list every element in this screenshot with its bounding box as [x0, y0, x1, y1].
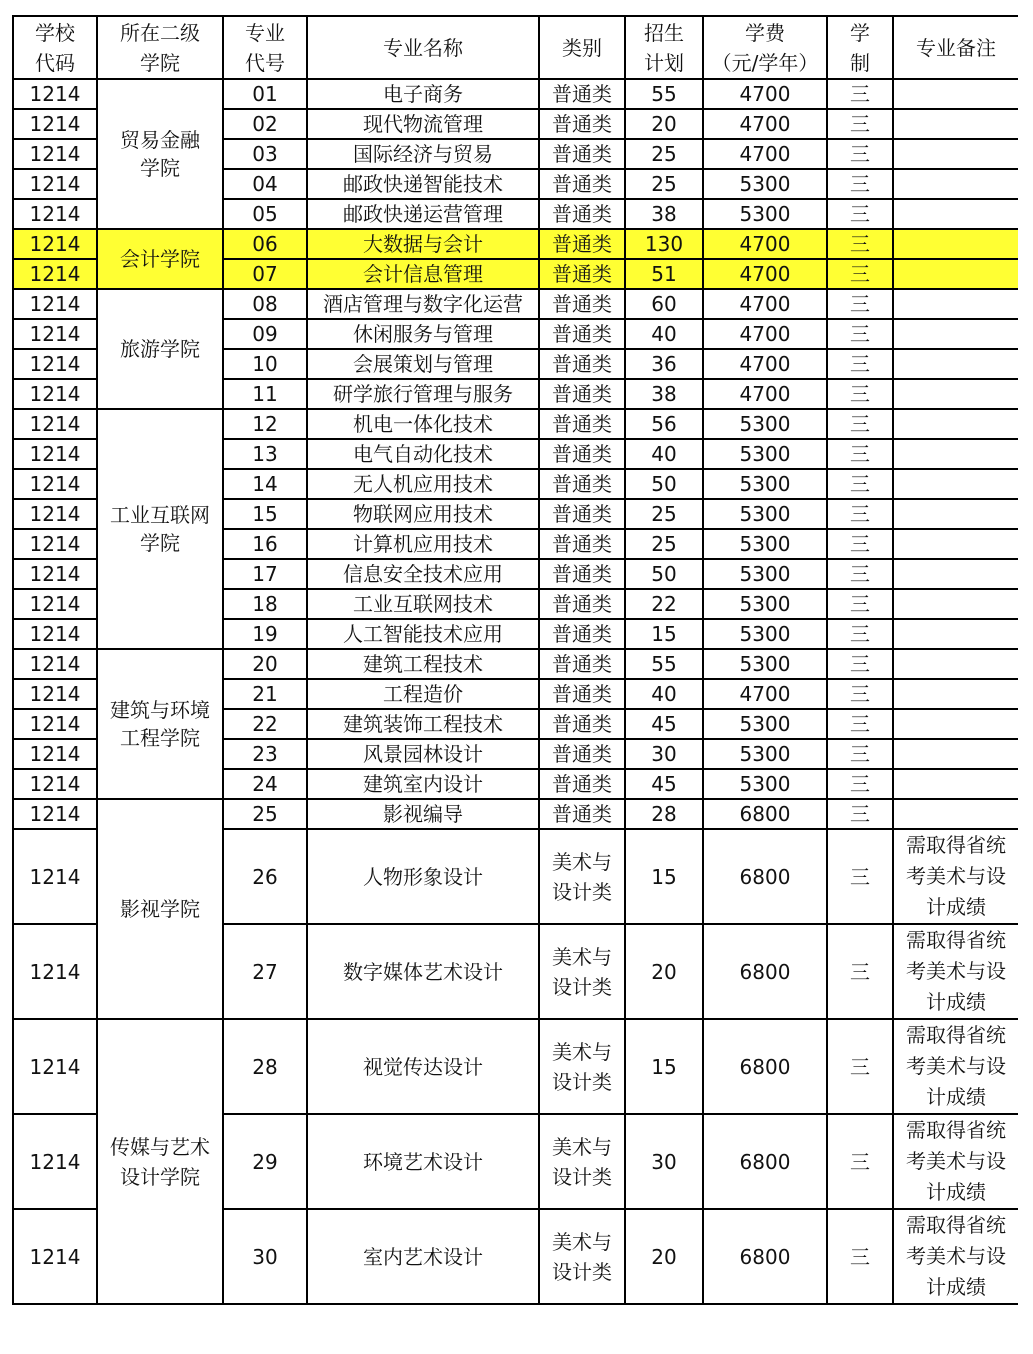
fee-cell: 5300 — [703, 529, 827, 559]
major-code-cell: 29 — [223, 1114, 307, 1209]
remark-cell — [893, 679, 1018, 709]
plan-cell: 20 — [625, 1209, 703, 1304]
major-code-cell: 21 — [223, 679, 307, 709]
plan-cell: 30 — [625, 1114, 703, 1209]
remark-cell: 需取得省统 考美术与设 计成绩 — [893, 1209, 1018, 1304]
major-code-cell: 23 — [223, 739, 307, 769]
major-code-cell: 17 — [223, 559, 307, 589]
school-code-cell: 1214 — [13, 1019, 97, 1114]
school-code-cell: 1214 — [13, 649, 97, 679]
category-cell: 普通类 — [539, 79, 625, 109]
category-cell: 普通类 — [539, 409, 625, 439]
major-name-cell: 物联网应用技术 — [307, 499, 539, 529]
school-code-cell: 1214 — [13, 409, 97, 439]
major-name-cell: 工程造价 — [307, 679, 539, 709]
school-code-cell: 1214 — [13, 709, 97, 739]
header-major-code: 专业 代号 — [223, 16, 307, 79]
school-code-cell: 1214 — [13, 439, 97, 469]
remark-cell — [893, 439, 1018, 469]
major-code-cell: 19 — [223, 619, 307, 649]
remark-cell: 需取得省统 考美术与设 计成绩 — [893, 1114, 1018, 1209]
category-cell: 普通类 — [539, 589, 625, 619]
plan-cell: 25 — [625, 529, 703, 559]
fee-cell: 5300 — [703, 439, 827, 469]
remark-cell — [893, 139, 1018, 169]
school-code-cell: 1214 — [13, 169, 97, 199]
fee-cell: 4700 — [703, 349, 827, 379]
college-cell: 建筑与环境 工程学院 — [97, 649, 223, 799]
school-code-cell: 1214 — [13, 79, 97, 109]
remark-cell — [893, 169, 1018, 199]
remark-cell — [893, 529, 1018, 559]
college-cell: 影视学院 — [97, 799, 223, 1019]
major-name-cell: 休闲服务与管理 — [307, 319, 539, 349]
table-row — [13, 799, 1018, 829]
fee-cell: 5300 — [703, 469, 827, 499]
remark-cell — [893, 109, 1018, 139]
major-code-cell: 26 — [223, 829, 307, 924]
major-name-cell: 会计信息管理 — [307, 259, 539, 289]
table-row — [13, 409, 1018, 439]
major-name-cell: 建筑工程技术 — [307, 649, 539, 679]
school-code-cell: 1214 — [13, 469, 97, 499]
fee-cell: 5300 — [703, 559, 827, 589]
school-code-cell: 1214 — [13, 769, 97, 799]
header-category: 类别 — [539, 16, 625, 79]
plan-cell: 51 — [625, 259, 703, 289]
years-cell: 三 — [827, 439, 893, 469]
school-code-cell: 1214 — [13, 109, 97, 139]
years-cell: 三 — [827, 649, 893, 679]
major-code-cell: 09 — [223, 319, 307, 349]
major-name-cell: 电气自动化技术 — [307, 439, 539, 469]
years-cell: 三 — [827, 409, 893, 439]
fee-cell: 6800 — [703, 1114, 827, 1209]
remark-cell: 需取得省统 考美术与设 计成绩 — [893, 829, 1018, 924]
major-code-cell: 27 — [223, 924, 307, 1019]
table-row — [13, 229, 1018, 259]
years-cell: 三 — [827, 169, 893, 199]
category-cell: 普通类 — [539, 259, 625, 289]
major-name-cell: 信息安全技术应用 — [307, 559, 539, 589]
major-name-cell: 国际经济与贸易 — [307, 139, 539, 169]
category-cell: 美术与 设计类 — [539, 1209, 625, 1304]
category-cell: 美术与 设计类 — [539, 829, 625, 924]
header-school-code: 学校 代码 — [13, 16, 97, 79]
years-cell: 三 — [827, 1209, 893, 1304]
plan-cell: 50 — [625, 469, 703, 499]
remark-cell — [893, 589, 1018, 619]
school-code-cell: 1214 — [13, 1209, 97, 1304]
plan-cell: 22 — [625, 589, 703, 619]
remark-cell — [893, 619, 1018, 649]
category-cell: 美术与 设计类 — [539, 924, 625, 1019]
table-container — [12, 15, 1018, 1354]
remark-cell — [893, 379, 1018, 409]
table-row — [13, 289, 1018, 319]
remark-cell — [893, 649, 1018, 679]
years-cell: 三 — [827, 199, 893, 229]
category-cell: 普通类 — [539, 799, 625, 829]
header-college: 所在二级 学院 — [97, 16, 223, 79]
years-cell: 三 — [827, 79, 893, 109]
header-years: 学 制 — [827, 16, 893, 79]
major-code-cell: 14 — [223, 469, 307, 499]
fee-cell: 6800 — [703, 799, 827, 829]
school-code-cell: 1214 — [13, 619, 97, 649]
years-cell: 三 — [827, 1019, 893, 1114]
category-cell: 普通类 — [539, 349, 625, 379]
school-code-cell: 1214 — [13, 679, 97, 709]
fee-cell: 5300 — [703, 499, 827, 529]
plan-cell: 25 — [625, 499, 703, 529]
category-cell: 美术与 设计类 — [539, 1114, 625, 1209]
plan-cell: 40 — [625, 319, 703, 349]
school-code-cell: 1214 — [13, 799, 97, 829]
remark-cell — [893, 259, 1018, 289]
fee-cell: 4700 — [703, 319, 827, 349]
college-cell: 贸易金融 学院 — [97, 79, 223, 229]
category-cell: 美术与 设计类 — [539, 1019, 625, 1114]
major-name-cell: 机电一体化技术 — [307, 409, 539, 439]
major-code-cell: 12 — [223, 409, 307, 439]
years-cell: 三 — [827, 589, 893, 619]
major-name-cell: 无人机应用技术 — [307, 469, 539, 499]
plan-cell: 38 — [625, 199, 703, 229]
college-cell: 传媒与艺术 设计学院 — [97, 1019, 223, 1304]
plan-cell: 40 — [625, 679, 703, 709]
category-cell: 普通类 — [539, 529, 625, 559]
major-name-cell: 现代物流管理 — [307, 109, 539, 139]
major-name-cell: 人物形象设计 — [307, 829, 539, 924]
fee-cell: 5300 — [703, 619, 827, 649]
plan-cell: 28 — [625, 799, 703, 829]
plan-cell: 25 — [625, 169, 703, 199]
school-code-cell: 1214 — [13, 199, 97, 229]
fee-cell: 4700 — [703, 379, 827, 409]
years-cell: 三 — [827, 529, 893, 559]
major-name-cell: 会展策划与管理 — [307, 349, 539, 379]
plan-cell: 25 — [625, 139, 703, 169]
major-name-cell: 视觉传达设计 — [307, 1019, 539, 1114]
remark-cell — [893, 769, 1018, 799]
major-code-cell: 16 — [223, 529, 307, 559]
plan-cell: 60 — [625, 289, 703, 319]
school-code-cell: 1214 — [13, 259, 97, 289]
major-name-cell: 数字媒体艺术设计 — [307, 924, 539, 1019]
college-cell: 工业互联网 学院 — [97, 409, 223, 649]
major-code-cell: 30 — [223, 1209, 307, 1304]
plan-cell: 15 — [625, 1019, 703, 1114]
major-code-cell: 03 — [223, 139, 307, 169]
years-cell: 三 — [827, 469, 893, 499]
school-code-cell: 1214 — [13, 289, 97, 319]
remark-cell — [893, 739, 1018, 769]
years-cell: 三 — [827, 139, 893, 169]
plan-cell: 55 — [625, 649, 703, 679]
school-code-cell: 1214 — [13, 529, 97, 559]
category-cell: 普通类 — [539, 679, 625, 709]
years-cell: 三 — [827, 499, 893, 529]
fee-cell: 5300 — [703, 169, 827, 199]
table-row — [13, 79, 1018, 109]
category-cell: 普通类 — [539, 709, 625, 739]
major-name-cell: 工业互联网技术 — [307, 589, 539, 619]
school-code-cell: 1214 — [13, 1114, 97, 1209]
fee-cell: 5300 — [703, 409, 827, 439]
major-name-cell: 环境艺术设计 — [307, 1114, 539, 1209]
header-fee: 学费 （元/学年） — [703, 16, 827, 79]
plan-cell: 55 — [625, 79, 703, 109]
school-code-cell: 1214 — [13, 319, 97, 349]
header-row — [13, 16, 1018, 79]
major-code-cell: 10 — [223, 349, 307, 379]
category-cell: 普通类 — [539, 439, 625, 469]
years-cell: 三 — [827, 109, 893, 139]
years-cell: 三 — [827, 289, 893, 319]
major-code-cell: 25 — [223, 799, 307, 829]
fee-cell: 5300 — [703, 649, 827, 679]
header-remark: 专业备注 — [893, 16, 1018, 79]
category-cell: 普通类 — [539, 769, 625, 799]
major-code-cell: 20 — [223, 649, 307, 679]
remark-cell — [893, 79, 1018, 109]
years-cell: 三 — [827, 924, 893, 1019]
plan-cell: 45 — [625, 709, 703, 739]
years-cell: 三 — [827, 379, 893, 409]
fee-cell: 4700 — [703, 109, 827, 139]
major-code-cell: 11 — [223, 379, 307, 409]
remark-cell — [893, 469, 1018, 499]
fee-cell: 5300 — [703, 199, 827, 229]
category-cell: 普通类 — [539, 379, 625, 409]
major-name-cell: 建筑装饰工程技术 — [307, 709, 539, 739]
major-name-cell: 酒店管理与数字化运营 — [307, 289, 539, 319]
major-name-cell: 研学旅行管理与服务 — [307, 379, 539, 409]
plan-cell: 40 — [625, 439, 703, 469]
header-plan: 招生 计划 — [625, 16, 703, 79]
remark-cell: 需取得省统 考美术与设 计成绩 — [893, 924, 1018, 1019]
category-cell: 普通类 — [539, 739, 625, 769]
plan-cell: 30 — [625, 739, 703, 769]
fee-cell: 4700 — [703, 139, 827, 169]
school-code-cell: 1214 — [13, 589, 97, 619]
major-name-cell: 计算机应用技术 — [307, 529, 539, 559]
years-cell: 三 — [827, 1114, 893, 1209]
major-code-cell: 08 — [223, 289, 307, 319]
years-cell: 三 — [827, 799, 893, 829]
years-cell: 三 — [827, 829, 893, 924]
plan-cell: 38 — [625, 379, 703, 409]
major-code-cell: 05 — [223, 199, 307, 229]
category-cell: 普通类 — [539, 289, 625, 319]
school-code-cell: 1214 — [13, 739, 97, 769]
plan-cell: 20 — [625, 924, 703, 1019]
plan-cell: 36 — [625, 349, 703, 379]
category-cell: 普通类 — [539, 169, 625, 199]
years-cell: 三 — [827, 559, 893, 589]
major-name-cell: 邮政快递智能技术 — [307, 169, 539, 199]
years-cell: 三 — [827, 769, 893, 799]
school-code-cell: 1214 — [13, 559, 97, 589]
major-code-cell: 02 — [223, 109, 307, 139]
remark-cell — [893, 289, 1018, 319]
category-cell: 普通类 — [539, 229, 625, 259]
fee-cell: 5300 — [703, 769, 827, 799]
remark-cell — [893, 499, 1018, 529]
school-code-cell: 1214 — [13, 829, 97, 924]
category-cell: 普通类 — [539, 499, 625, 529]
years-cell: 三 — [827, 229, 893, 259]
years-cell: 三 — [827, 679, 893, 709]
fee-cell: 4700 — [703, 289, 827, 319]
fee-cell: 4700 — [703, 229, 827, 259]
category-cell: 普通类 — [539, 559, 625, 589]
college-cell: 旅游学院 — [97, 289, 223, 409]
major-name-cell: 建筑室内设计 — [307, 769, 539, 799]
school-code-cell: 1214 — [13, 349, 97, 379]
major-code-cell: 13 — [223, 439, 307, 469]
plan-cell: 15 — [625, 829, 703, 924]
remark-cell: 需取得省统 考美术与设 计成绩 — [893, 1019, 1018, 1114]
fee-cell: 5300 — [703, 589, 827, 619]
plan-cell: 50 — [625, 559, 703, 589]
category-cell: 普通类 — [539, 139, 625, 169]
category-cell: 普通类 — [539, 199, 625, 229]
major-code-cell: 24 — [223, 769, 307, 799]
years-cell: 三 — [827, 319, 893, 349]
years-cell: 三 — [827, 709, 893, 739]
header-major-name: 专业名称 — [307, 16, 539, 79]
remark-cell — [893, 199, 1018, 229]
school-code-cell: 1214 — [13, 499, 97, 529]
major-code-cell: 01 — [223, 79, 307, 109]
fee-cell: 4700 — [703, 79, 827, 109]
fee-cell: 5300 — [703, 739, 827, 769]
category-cell: 普通类 — [539, 649, 625, 679]
plan-cell: 45 — [625, 769, 703, 799]
major-name-cell: 影视编导 — [307, 799, 539, 829]
category-cell: 普通类 — [539, 619, 625, 649]
major-code-cell: 07 — [223, 259, 307, 289]
major-code-cell: 15 — [223, 499, 307, 529]
remark-cell — [893, 709, 1018, 739]
enrollment-table — [12, 15, 1018, 1305]
major-code-cell: 22 — [223, 709, 307, 739]
years-cell: 三 — [827, 739, 893, 769]
school-code-cell: 1214 — [13, 924, 97, 1019]
major-code-cell: 04 — [223, 169, 307, 199]
college-cell: 会计学院 — [97, 229, 223, 289]
major-name-cell: 室内艺术设计 — [307, 1209, 539, 1304]
category-cell: 普通类 — [539, 469, 625, 499]
major-name-cell: 人工智能技术应用 — [307, 619, 539, 649]
table-row — [13, 649, 1018, 679]
remark-cell — [893, 349, 1018, 379]
major-code-cell: 18 — [223, 589, 307, 619]
plan-cell: 15 — [625, 619, 703, 649]
school-code-cell: 1214 — [13, 229, 97, 259]
fee-cell: 4700 — [703, 679, 827, 709]
remark-cell — [893, 319, 1018, 349]
fee-cell: 6800 — [703, 1019, 827, 1114]
years-cell: 三 — [827, 349, 893, 379]
major-code-cell: 06 — [223, 229, 307, 259]
years-cell: 三 — [827, 619, 893, 649]
plan-cell: 56 — [625, 409, 703, 439]
school-code-cell: 1214 — [13, 139, 97, 169]
years-cell: 三 — [827, 259, 893, 289]
remark-cell — [893, 229, 1018, 259]
remark-cell — [893, 799, 1018, 829]
category-cell: 普通类 — [539, 319, 625, 349]
fee-cell: 4700 — [703, 259, 827, 289]
major-name-cell: 电子商务 — [307, 79, 539, 109]
plan-cell: 130 — [625, 229, 703, 259]
school-code-cell: 1214 — [13, 379, 97, 409]
major-name-cell: 大数据与会计 — [307, 229, 539, 259]
fee-cell: 6800 — [703, 924, 827, 1019]
plan-cell: 20 — [625, 109, 703, 139]
major-code-cell: 28 — [223, 1019, 307, 1114]
category-cell: 普通类 — [539, 109, 625, 139]
remark-cell — [893, 559, 1018, 589]
fee-cell: 6800 — [703, 829, 827, 924]
fee-cell: 5300 — [703, 709, 827, 739]
major-name-cell: 风景园林设计 — [307, 739, 539, 769]
major-name-cell: 邮政快递运营管理 — [307, 199, 539, 229]
remark-cell — [893, 409, 1018, 439]
fee-cell: 6800 — [703, 1209, 827, 1304]
table-row — [13, 1019, 1018, 1114]
